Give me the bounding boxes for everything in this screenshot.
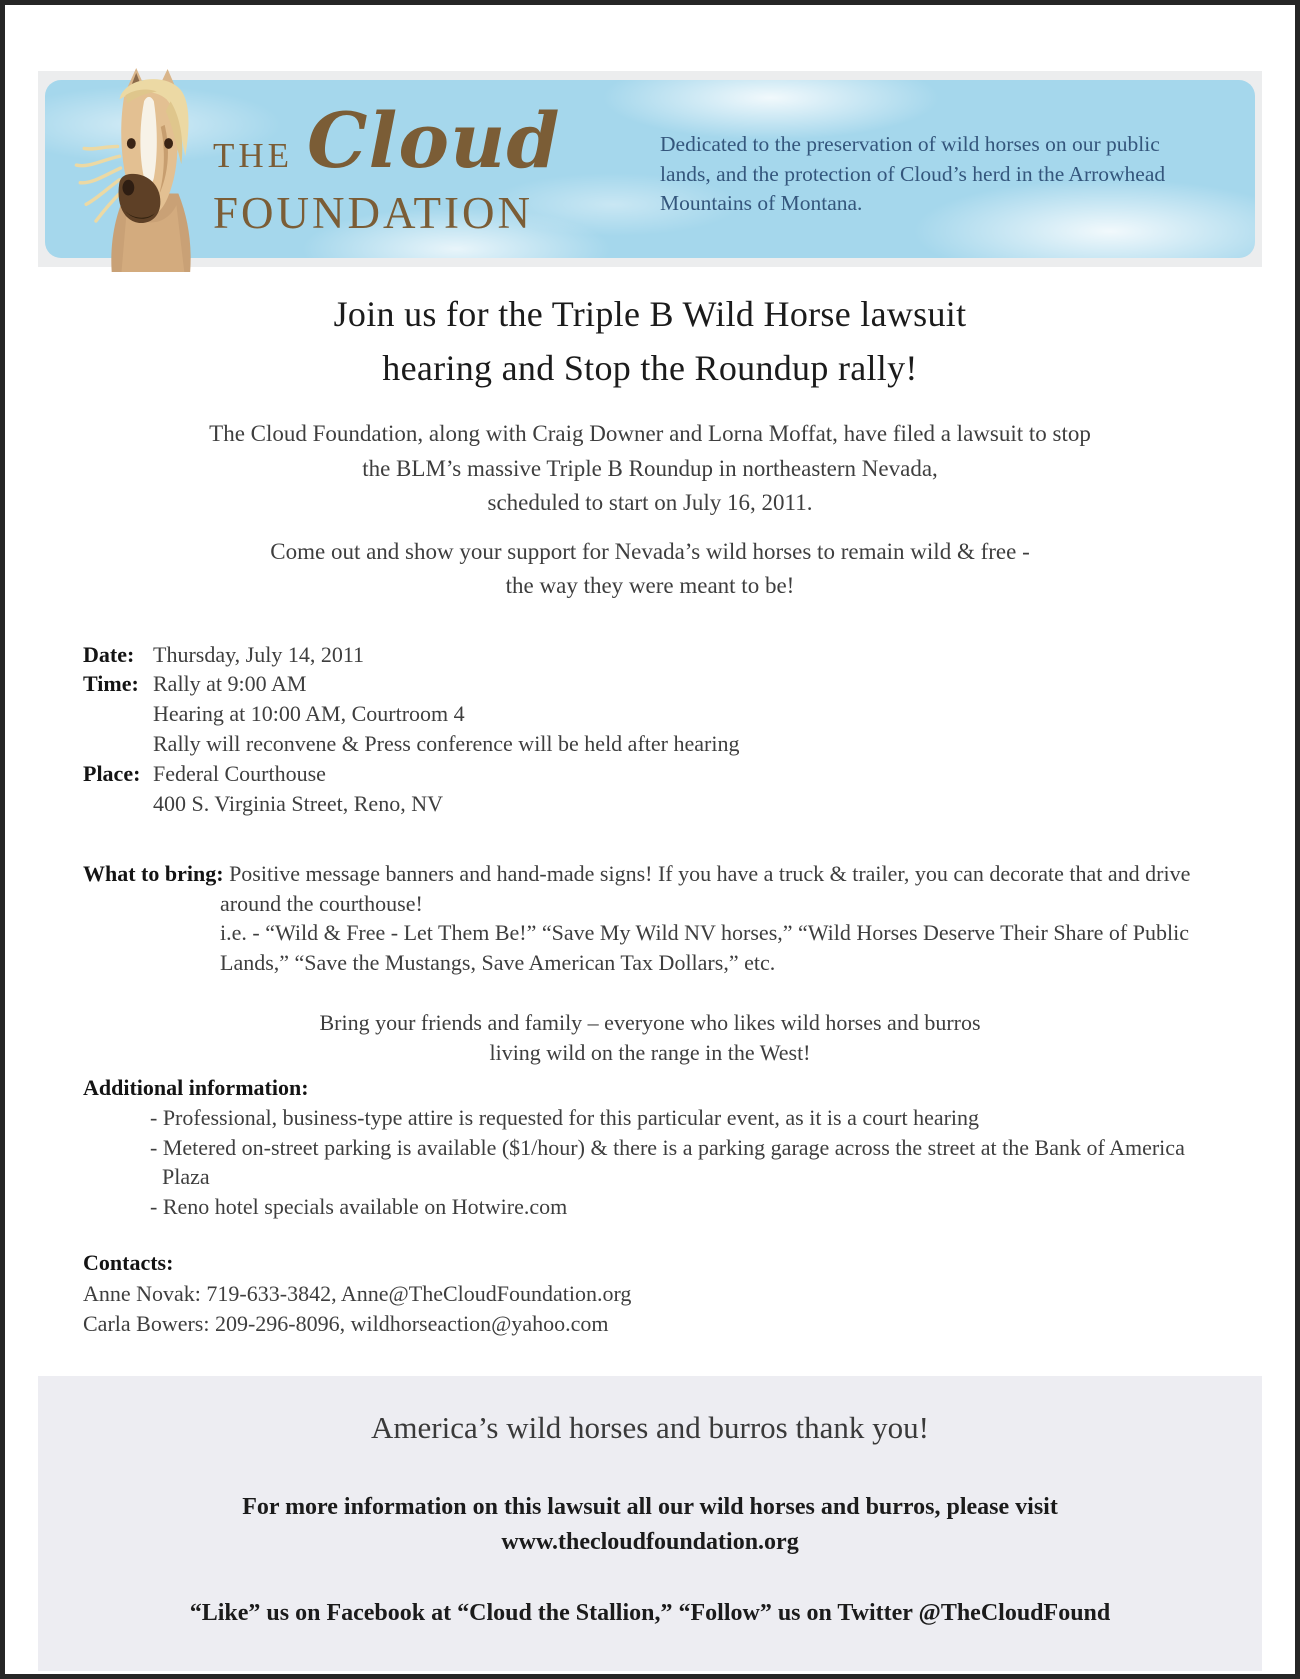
header-banner-frame <box>38 71 1262 267</box>
intro-line-2: the BLM’s massive Triple B Roundup in northeastern Nevada, <box>362 455 938 481</box>
footer-box <box>38 1376 1262 1671</box>
horse-head-icon <box>67 66 227 272</box>
time-row-3 <box>83 729 1295 759</box>
title-line-1: Join us for the Triple B Wild Horse lawsuit <box>333 294 967 334</box>
header-banner <box>45 80 1255 258</box>
support-paragraph <box>5 535 1295 604</box>
logo-foundation: FOUNDATION <box>213 188 533 238</box>
time-value-2: Hearing at 10:00 AM, Courtroom 4 <box>153 701 465 727</box>
what-to-bring-text: Positive message banners and hand-made signs! If you have a truck & trailer, you can decorate that and drive around the courthouse! <box>220 860 1191 916</box>
contacts-section <box>83 1248 1215 1340</box>
foundation-tagline: Dedicated to the preservation of wild horses on our public lands, and the protection of Cloud’s herd in the Arrowhead Mountains of Montana. <box>660 132 1166 216</box>
what-to-bring-section <box>83 859 1215 978</box>
foundation-url: www.thecloudfoundation.org <box>501 1528 799 1555</box>
contact-line: Carla Bowers: 209-296-8096, wildhorseaction@yahoo.com <box>83 1311 609 1337</box>
date-row <box>83 640 1295 670</box>
event-details <box>83 640 1295 819</box>
time-value-3: Rally will reconvene & Press conference will be held after hearing <box>153 731 740 757</box>
thank-you-line: America’s wild horses and burros thank you! <box>371 1410 929 1446</box>
friends-line-1: Bring your friends and family – everyone who likes wild horses and burros <box>319 1009 981 1035</box>
place-row-2 <box>83 789 1295 819</box>
additional-info-item: - Metered on-street parking is available ($1/hour) & there is a parking garage across the street at the Bank of America Plaza <box>150 1134 1185 1190</box>
contact-line: Anne Novak: 719-633-3842, Anne@TheCloudFoundation.org <box>83 1280 632 1306</box>
intro-line-3: scheduled to start on July 16, 2011. <box>487 490 813 515</box>
more-info-line-1: For more information on this lawsuit all our wild horses and burros, please visit <box>242 1494 1058 1521</box>
cloud-foundation-logo <box>213 96 561 239</box>
support-line-1: Come out and show your support for Nevada’s wild horses to remain wild & free - <box>270 538 1030 564</box>
place-value-1: Federal Courthouse <box>153 761 326 787</box>
additional-info-item: - Reno hotel specials available on Hotwire.com <box>150 1194 568 1220</box>
bring-friends-paragraph <box>5 1008 1295 1070</box>
time-value-1: Rally at 9:00 AM <box>153 671 307 697</box>
friends-line-2: living wild on the range in the West! <box>489 1040 811 1066</box>
sign-examples: i.e. - “Wild & Free - Let Them Be!” “Save My Wild NV horses,” “Wild Horses Deserve Their Share of Public Lands,” “Save the Mustangs, Save American Tax Dollars,” etc. <box>220 920 1189 975</box>
place-label: Place: <box>83 761 141 787</box>
logo-the: THE <box>213 136 294 175</box>
logo-top-line <box>213 96 561 185</box>
what-to-bring-paragraph <box>83 859 1215 918</box>
place-value-2: 400 S. Virginia Street, Reno, NV <box>153 791 443 817</box>
social-media-line: “Like” us on Facebook at “Cloud the Stallion,” “Follow” us on Twitter @TheCloudFound <box>189 1599 1111 1626</box>
more-info-paragraph <box>78 1490 1222 1560</box>
additional-info-item: - Professional, business-type attire is requested for this particular event, as it is a court hearing <box>150 1104 980 1130</box>
place-row <box>83 759 1295 789</box>
date-label: Date: <box>83 641 135 667</box>
time-label: Time: <box>83 671 139 697</box>
intro-line-1: The Cloud Foundation, along with Craig Downer and Lorna Moffat, have filed a lawsuit to stop <box>209 421 1091 446</box>
time-row <box>83 669 1295 699</box>
contacts-label: Contacts: <box>83 1249 174 1275</box>
intro-paragraph <box>5 417 1295 521</box>
date-value: Thursday, July 14, 2011 <box>153 641 365 667</box>
time-row-2 <box>83 699 1295 729</box>
page-title <box>5 287 1295 395</box>
additional-info-section <box>83 1073 1215 1221</box>
support-line-2: the way they were meant to be! <box>505 573 795 598</box>
additional-info-label: Additional information: <box>83 1075 309 1101</box>
title-line-2: hearing and Stop the Roundup rally! <box>382 348 918 388</box>
logo-cloud: Cloud <box>307 96 561 185</box>
what-to-bring-label: What to bring: <box>83 860 224 886</box>
